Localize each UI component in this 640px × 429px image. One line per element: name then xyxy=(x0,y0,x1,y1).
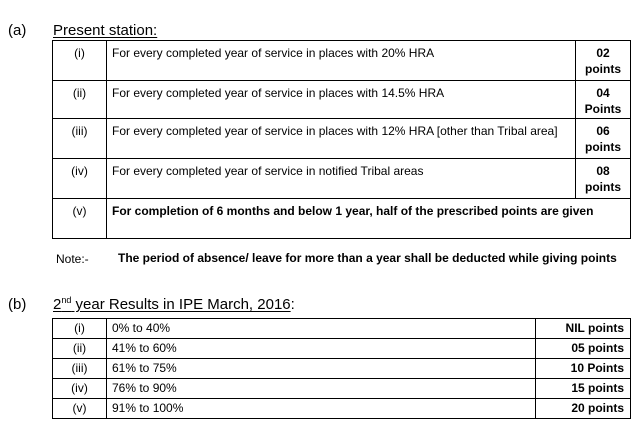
row-description: For every completed year of service in places with 20% HRA xyxy=(107,41,576,81)
note-text: The period of absence/ leave for more than a year shall be deducted while giving points xyxy=(118,251,617,265)
table-row xyxy=(53,379,631,399)
row-description: For completion of 6 months and below 1 year, half of the prescribed points are given xyxy=(107,199,631,239)
row-number: (v) xyxy=(53,399,107,419)
row-number: (iv) xyxy=(53,159,107,199)
row-range: 76% to 90% xyxy=(107,379,536,399)
table-row xyxy=(53,41,631,81)
row-points: NIL points xyxy=(536,319,631,339)
row-number: (iv) xyxy=(53,379,107,399)
row-number: (iii) xyxy=(53,119,107,159)
row-number: (v) xyxy=(53,199,107,239)
present-station-table xyxy=(52,40,631,239)
row-points: 05 points xyxy=(536,339,631,359)
ipe-results-table xyxy=(52,318,631,419)
table-row xyxy=(53,81,631,119)
row-description: For every completed year of service in places with 14.5% HRA xyxy=(107,81,576,119)
row-description: For every completed year of service in notified Tribal areas xyxy=(107,159,576,199)
table-row xyxy=(53,159,631,199)
row-range: 41% to 60% xyxy=(107,339,536,359)
section-b-label: (b) xyxy=(8,296,27,313)
table-row xyxy=(53,339,631,359)
row-number: (iii) xyxy=(53,359,107,379)
section-a-label: (a) xyxy=(8,22,27,39)
table-row xyxy=(53,319,631,339)
row-points: 06 points xyxy=(576,119,631,159)
row-points: 20 points xyxy=(536,399,631,419)
row-points: 02 points xyxy=(576,41,631,81)
table-row xyxy=(53,119,631,159)
section-a-title: Present station: xyxy=(53,22,158,39)
section-b-title: 2nd year Results in IPE March, 2016: xyxy=(53,295,295,313)
row-points: 08 points xyxy=(576,159,631,199)
row-points: 04 Points xyxy=(576,81,631,119)
table-row xyxy=(53,359,631,379)
table-row xyxy=(53,399,631,419)
row-range: 91% to 100% xyxy=(107,399,536,419)
note-label: Note:- xyxy=(56,252,89,266)
row-description: For every completed year of service in places with 12% HRA [other than Tribal area] xyxy=(107,119,576,159)
row-number: (ii) xyxy=(53,81,107,119)
row-number: (ii) xyxy=(53,339,107,359)
row-points: 10 Points xyxy=(536,359,631,379)
row-number: (i) xyxy=(53,41,107,81)
row-range: 0% to 40% xyxy=(107,319,536,339)
row-points: 15 points xyxy=(536,379,631,399)
row-number: (i) xyxy=(53,319,107,339)
row-range: 61% to 75% xyxy=(107,359,536,379)
table-row xyxy=(53,199,631,239)
